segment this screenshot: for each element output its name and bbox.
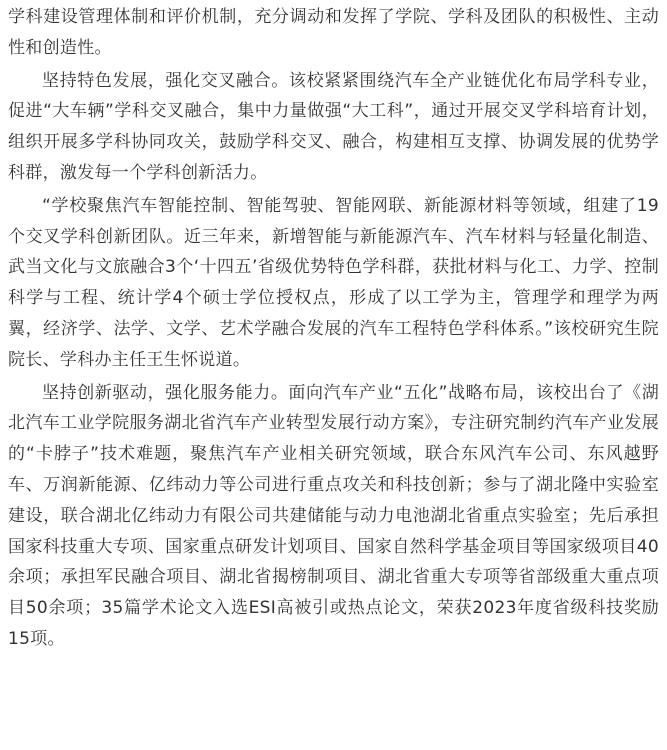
paragraph-continuation: 学科建设管理体制和评价机制，充分调动和发挥了学院、学科及团队的积极性、主动性和创造性。 <box>8 7 659 58</box>
paragraph-innovation-driven: 坚持创新驱动，强化服务能力。面向汽车产业“五化”战略布局，该校出台了《湖北汽车工业学院服务湖北省汽车产业转型发展行动方案》，专注研究制约汽车产业发展的“卡脖子”技术难题，聚焦汽车产业相关研究领域，联合东风汽车公司、东风越野车、万润新能源、亿纬动力等公司进行重点攻关和科技创新；参与了湖北隆中实验室建设，联合湖北亿纬动力有限公司共建储能与动力电池湖北省重点实验室；先后承担国家科技重大专项、国家重点研发计划项目、国家自然科学基金项目等国家级项目40余项；承担军民融合项目、湖北省揭榜制项目、湖北省重大专项等省部级重大重点项目50余项；35篇学术论文入选ESI高被引或热点论文，荣获2023年度省级科技奖励15项。 <box>8 382 659 649</box>
article-body <box>8 2 659 657</box>
paragraph-feature-development: 坚持特色发展，强化交叉融合。该校紧紧围绕汽车全产业链优化布局学科专业，促进“大车辆”学科交叉融合，集中力量做强“大工科”，通过开展交叉学科培育计划，组织开展多学科协同攻关，鼓励学科交叉、融合，构建相互支撑、协调发展的优势学科群，激发每一个学科创新活力。 <box>8 70 659 183</box>
paragraph-quote-interdisciplinary: “学校聚焦汽车智能控制、智能驾驶、智能网联、新能源材料等领域，组建了19个交叉学科创新团队。近三年来，新增智能与新能源汽车、汽车材料与轻量化制造、武当文化与文旅融合3个‘十四五’省级优势特色学科群，获批材料与化工、力学、控制科学与工程、统计学4个硕士学位授权点，形成了以工学为主，管理学和理学为两翼，经济学、法学、文学、艺术学融合发展的汽车工程特色学科体系。”该校研究生院院长、学科办主任王生怀说道。 <box>8 195 659 370</box>
